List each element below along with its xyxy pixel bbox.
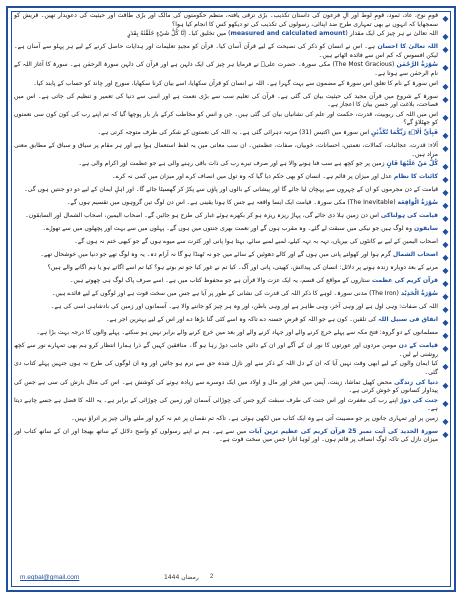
highlighted-term: سُوْرَةُ الْحَدِيْد bbox=[400, 290, 438, 298]
paragraph-text bbox=[14, 111, 438, 128]
highlighted-term: اصحاب الشمال bbox=[392, 251, 438, 259]
paragraph-text bbox=[14, 251, 438, 260]
paragraph-lead-text: قیامت کے دن مجرموں کو ان کے چہروں سے پہچان لیا جائے گا اور پیشانی کے بالوں اور پاؤں سے پکڑ کر گھسیٹا جائے گا۔ اور اہلِ ایمان کے لیے دو دو جنتیں ہوں گی۔ bbox=[24, 186, 438, 194]
footer-date: رمضان 1444 bbox=[164, 574, 199, 581]
paragraph-body-text: زمین پر جو کچھ ہے سب فنا ہونے والا ہے اور صرف تیرے رب کی ذات باقی رہنے والی ہے جو عظمت اور اکرام والی ہے۔ bbox=[78, 160, 387, 168]
paragraph bbox=[14, 173, 450, 185]
paragraph-body-text: اپنے رب کی مغفرت اور اس جنت کی طرف سبقت کرو جس کی چوڑائی آسمان اور زمین کی چوڑائی کے برابر ہے۔ یہ اللہ کا فضل ہے جسے چاہے دیتا ہے۔ bbox=[14, 396, 438, 413]
paragraph bbox=[14, 238, 450, 250]
diamond-bullet-icon: ◆ bbox=[442, 81, 449, 91]
diamond-bullet-icon: ◆ bbox=[442, 253, 449, 263]
paragraph-lead-text: زمین پر اور تمہاری جانوں پر جو مصیبت آتی ہے وہ ایک کتاب میں لکھی ہوئی ہے۔ تاکہ تم نقصان پر غم نہ کرو اور ملنے والی چیز پر اتراؤ نہیں۔ bbox=[71, 414, 438, 422]
paragraph bbox=[14, 277, 450, 289]
paragraph-text bbox=[14, 12, 438, 29]
paragraph-text bbox=[14, 173, 438, 182]
paragraph-body-text: ) میں تخلیق کیا۔ اِنَّا كُلَّ شَيْءٍ خَلَقْنٰهُ بِقَدَرٍ bbox=[127, 30, 231, 38]
paragraph-lead-text: قومِ نوح، عاد، ثمود، قومِ لوط اور آلِ فرعون کی داستان تکذیب۔ بڑی ترقی یافتہ، منظم حکومتوں کی مالک اور بڑی طاقت اور حیثیت کی دعویدار تھیں۔ قریش کو سمجھایا کہ انہوں نے بھی تمہاری طرح ضد اپنائی، رسولوں کی تکذیب کی تو دیکھو کس کا انجام کیا ہوا؟ bbox=[14, 12, 438, 28]
diamond-bullet-icon: ◆ bbox=[442, 14, 449, 23]
highlighted-term: فَبِاَيِّ اٰلَاۗءِ رَبِّكُمَا تُكَذِّبٰنِ bbox=[371, 128, 438, 136]
paragraph-lead-text: سورۃ کے شروع میں قرآن مجید کی حیثیت بیان کی گئی ہے۔ قرآن کی تعلیم سب سے بڑی نعمت ہے اور اسی سے دنیا کی تعمیر و تنظیم کی جاتی ہے۔ اس میں فصاحت، بلاغت اور حسن بیان کا اعجاز ہے۔ bbox=[14, 92, 438, 109]
diamond-bullet-icon: ◆ bbox=[442, 380, 449, 390]
diamond-bullet-icon: ◆ bbox=[442, 279, 449, 289]
paragraph-text bbox=[14, 142, 438, 159]
paragraph-text bbox=[14, 238, 438, 247]
paragraph-text bbox=[14, 379, 438, 396]
highlighted-term: انفاق فی سبیل اللہ bbox=[378, 316, 438, 324]
paragraph-lead-text: اللہ کی صفات: وہی اول ہے اور وہی آخر، وہی ظاہر ہے اور وہی باطن، اور وہ ہر چیز کو جاننے والا ہے۔ آسمانوں اور زمین کی بادشاہی اسی کی ہے۔ bbox=[50, 303, 438, 311]
highlighted-term: جنت کی دوڑ bbox=[399, 396, 439, 404]
highlighted-term: قیامت کے دن bbox=[398, 342, 438, 350]
paragraph bbox=[14, 93, 450, 110]
paragraph-body-text: محض کھیل تماشا، زینت، آپس میں فخر اور مال و اولاد میں ایک دوسرے سے زیادہ ہونے کی کوشش ہے۔ اس کی مثال بارش کی سی ہے جس کی پیداوار کسانوں کو خوش کرتی ہے۔ bbox=[14, 378, 438, 395]
paragraph bbox=[14, 43, 450, 60]
diamond-bullet-icon: ◆ bbox=[442, 429, 449, 439]
paragraph bbox=[14, 30, 450, 42]
paragraph-text bbox=[14, 415, 438, 424]
paragraph bbox=[14, 225, 450, 237]
paragraph-body-text: گرم ہوا اور کھولتے پانی میں ہوں گے اور کالے دھوئیں کے سائے میں جو نہ ٹھنڈا ہو گا نہ آرام دہ۔ یہ وہ لوگ تھے جو دنیا میں خوشحال تھے۔ bbox=[40, 251, 393, 259]
diamond-bullet-icon: ◆ bbox=[442, 416, 449, 426]
paragraph-text bbox=[14, 212, 438, 221]
diamond-bullet-icon: ◆ bbox=[442, 63, 449, 73]
paragraph-text bbox=[14, 290, 438, 299]
paragraph bbox=[14, 379, 450, 396]
page-number: 2 bbox=[210, 574, 214, 580]
diamond-bullet-icon: ◆ bbox=[442, 214, 449, 224]
paragraph-body-text: ہے۔ اس نے انسان کو ذکر کی نصیحت کے لیے قرآن آسان کیا۔ قرآن کو مجیدِ تعلیمات اور ہدایات حاصل کرنے کے لیے ہر پہلو سے آسان ہے۔ لیکن افسوس کہ کم اس سے فائدہ اٹھاتے ہیں۔ bbox=[14, 43, 438, 59]
paragraph-lead-text: اصحاب الیمین کے لیے بے کانٹوں کی بیریاں، تہہ بہ تہہ کیلے، لمبے لمبے سائے، بہتا ہوا پانی اور کثرت سے میوے ہوں گے جو کبھی ختم نہ ہوں گے۔ bbox=[74, 238, 438, 246]
highlighted-term: كُلُّ مَنْ عَلَيْهَا فَانٍ bbox=[386, 160, 438, 168]
diamond-bullet-icon: ◆ bbox=[442, 130, 449, 140]
highlighted-term: قیامت کی ہولناکی bbox=[380, 212, 438, 220]
paragraph bbox=[14, 199, 450, 211]
paragraph-body-text: (The Inevitable) مکی سورۃ۔ قیامت ایک ایسا واقعہ ہے جس کا ہونا یقینی ہے۔ اس دن لوگ تین گروہوں میں تقسیم ہوں گے۔ bbox=[66, 199, 398, 207]
paragraph-text bbox=[14, 199, 438, 208]
paragraph bbox=[14, 415, 450, 427]
diamond-bullet-icon: ◆ bbox=[442, 362, 449, 372]
paragraph-lead-text: آلاء: قدرت، عجائبات، کمالات، نعمتیں، احسانات، خوبیاں، صفات، عظمتیں۔ ان سب معانی میں یہ لفظ استعمال ہوا ہے اور ہر مقام پر سیاق و سباق کے مطابق معنی مراد ہیں۔ bbox=[14, 141, 438, 158]
paragraph-lead-text: مرنے کے بعد دوبارہ زندہ ہونے پر دلائل: انسان کی پیدائش، کھیتی، پانی اور آگ۔ کیا تم نے غور کیا جو تم بوتے ہو؟ کیا تم اسے اگاتے ہو یا ہم اگانے والے ہیں؟ bbox=[47, 264, 438, 272]
diamond-bullet-icon: ◆ bbox=[442, 188, 449, 198]
paragraph-text bbox=[14, 43, 438, 60]
diamond-bullet-icon: ◆ bbox=[442, 162, 449, 172]
paragraph-body-text: اس دن زمین ہلا دی جائے گی، پہاڑ ریزہ ریزہ ہو کر بکھرے ہوئے غبار کی طرح ہو جائیں گے۔ اصحاب الیمین، اصحاب الشمال اور السابقون۔ bbox=[25, 212, 381, 220]
paragraph bbox=[14, 397, 450, 414]
paragraph-body-text: عدل اور میزان پر قائم ہے۔ انسان کو بھی حکم دیا گیا کہ وہ تول میں انصاف کرے اور میزان میں کمی نہ کرے۔ bbox=[112, 173, 394, 181]
highlighted-term: دنیا کی زندگی bbox=[394, 378, 439, 386]
paragraph bbox=[14, 251, 450, 263]
paragraph-text bbox=[14, 342, 438, 359]
highlighted-term: کائنات کا نظام bbox=[393, 173, 438, 181]
paragraph-text bbox=[14, 80, 438, 89]
diamond-bullet-icon: ◆ bbox=[442, 331, 449, 341]
paragraph bbox=[14, 316, 450, 328]
paragraph bbox=[14, 12, 450, 29]
paragraph-body-text: (The Most Gracious) مکی سورۃ۔ حضرت علیؓ نے فرمایا ہر چیز کی ایک دلہن ہے اور قرآن کی دلہن سورۃ الرحمٰن ہے۔ سورۃ کا آغاز اللہ کے نام الرحمٰن سے ہوتا ہے۔ bbox=[14, 61, 438, 77]
highlighted-term: سورۃ الحدید کی آیت نمبر 25 قرآن کریم کی عظیم ترین آیات bbox=[248, 427, 438, 435]
diamond-bullet-icon: ◆ bbox=[442, 292, 449, 302]
paragraph-text bbox=[14, 277, 438, 286]
diamond-bullet-icon: ◆ bbox=[442, 305, 449, 315]
paragraph-text bbox=[14, 160, 438, 169]
paragraph-text bbox=[14, 303, 438, 312]
paragraph bbox=[14, 142, 450, 159]
document-body bbox=[14, 12, 450, 572]
paragraph-lead-text: اس میں اللہ کی ربوبیت، قدرت، حکمت اور علم کی نشانیاں بیان کی گئی ہیں۔ جن و انس کو مخاطب کرکے بار بار پوچھا گیا کہ تم اپنے رب کی کون کون سی نعمتوں کو جھٹلاؤ گے؟ bbox=[14, 110, 438, 127]
diamond-bullet-icon: ◆ bbox=[442, 45, 449, 55]
paragraph-text bbox=[14, 428, 438, 445]
paragraph-text bbox=[14, 186, 438, 195]
paragraph bbox=[14, 186, 450, 198]
paragraph-lead-text: اللہ تعالیٰ نے ہر چیز کی ایک مقدار ( bbox=[345, 30, 438, 38]
paragraph-lead-text: کیا ایمان والوں کے لیے ابھی وقت نہیں آیا کہ ان کے دل اللہ کے ذکر سے اور نازل شدہ حق سے نرم ہو جائیں اور وہ ان لوگوں کی طرح نہ ہوں جنہیں پہلے کتاب دی گئی۔ bbox=[14, 360, 438, 376]
paragraph bbox=[14, 129, 450, 141]
paragraph-body-text: وہ لوگ ہیں جو نیکی میں سبقت لے گئے۔ وہ مقرب ہوں گے اور نعمت بھری جنتوں میں ہوں گے۔ پہلوں میں سے بہت اور پچھلوں میں سے تھوڑے۔ bbox=[42, 225, 415, 233]
paragraph-text bbox=[14, 93, 438, 110]
paragraph-body-text: (The Iron) مدنی سورۃ۔ لوہے کا ذکر اللہ کی قدرت کی نشانی کے طور پر آیا ہے جس میں سخت قوت ہے اور لوگوں کے لیے فائدے ہیں۔ bbox=[51, 290, 401, 298]
paragraph bbox=[14, 212, 450, 224]
paragraph bbox=[14, 80, 450, 92]
paragraph-body-text: میں سے ہے۔ ہم نے اپنے رسولوں کو واضح دلائل کے ساتھ بھیجا اور ان کے ساتھ کتاب اور میزان نازل کی تاکہ لوگ انصاف پر قائم ہوں۔ اور لوہا اتارا جس میں سخت قوت ہے۔ bbox=[14, 427, 438, 444]
diamond-bullet-icon: ◆ bbox=[442, 94, 449, 104]
paragraph bbox=[14, 428, 450, 445]
diamond-bullet-icon: ◆ bbox=[442, 32, 449, 42]
diamond-bullet-icon: ◆ bbox=[442, 201, 449, 211]
paragraph bbox=[14, 329, 450, 341]
paragraph bbox=[14, 342, 450, 359]
paragraph-text bbox=[14, 360, 438, 377]
paragraph-text bbox=[14, 225, 438, 234]
highlighted-term: measured and calculated amount bbox=[230, 30, 346, 38]
paragraph-body-text: مومن مردوں اور عورتوں کا نور ان کے آگے اور ان کے دائیں جانب دوڑ رہا ہو گا۔ منافقین کہیں گے ذرا ہمارا انتظار کرو ہم بھی تمہارے نور سے کچھ روشنی لے لیں۔ bbox=[14, 342, 438, 358]
paragraph bbox=[14, 360, 450, 377]
highlighted-term: سابقون bbox=[414, 225, 438, 233]
diamond-bullet-icon: ◆ bbox=[442, 112, 449, 122]
paragraph-text bbox=[14, 316, 438, 325]
paragraph bbox=[14, 61, 450, 78]
paragraph-text bbox=[14, 30, 438, 39]
diamond-bullet-icon: ◆ bbox=[442, 175, 449, 185]
diamond-bullet-icon: ◆ bbox=[442, 143, 449, 153]
diamond-bullet-icon: ◆ bbox=[442, 240, 449, 250]
paragraph-body-text: کی تلقین۔ کون ہے جو اللہ کو قرضِ حسنہ دے تاکہ وہ اسے کئی گنا بڑھا دے اور اس کے لیے بہترین اجر ہے۔ bbox=[105, 316, 379, 324]
highlighted-term: اللہ تعالیٰ کا احسان bbox=[377, 43, 438, 51]
highlighted-term: سُوْرَةُ الْوَاقِعَة bbox=[397, 199, 438, 207]
paragraph bbox=[14, 303, 450, 315]
diamond-bullet-icon: ◆ bbox=[442, 398, 449, 408]
paragraph bbox=[14, 290, 450, 302]
highlighted-term: قرآن کریم کی عظمت bbox=[371, 277, 438, 285]
diamond-bullet-icon: ◆ bbox=[442, 344, 449, 354]
paragraph-text bbox=[14, 264, 438, 273]
paragraph-text bbox=[14, 129, 438, 138]
paragraph-lead-text: مسلمانوں کے دو گروہ: فتح مکہ سے پہلے خرچ کرنے والے اور جہاد کرنے والے اور بعد میں خرچ کرنے والے برابر نہیں ہو سکتے۔ پہلے والوں کا درجہ بہت بڑا ہے۔ bbox=[36, 329, 438, 337]
diamond-bullet-icon: ◆ bbox=[442, 227, 449, 237]
paragraph-lead-text: اس سورۃ کے نام کا تعلق اس سورۃ کے مضمون سے بہت گہرا ہے۔ اللہ نے انسان کو قرآن سکھایا، اسے بیان کرنا سکھایا، سورج اور چاند کو حساب کے پابند کیا۔ bbox=[33, 79, 438, 87]
paragraph bbox=[14, 160, 450, 172]
diamond-bullet-icon: ◆ bbox=[442, 318, 449, 328]
paragraph-body-text: ستاروں کے مواقع کی قسم، یہ ایک عزت والا قرآن ہے جو محفوظ کتاب میں ہے۔ اسے صرف پاک لوگ ہی چھوتے ہیں۔ bbox=[69, 277, 372, 285]
paragraph bbox=[14, 264, 450, 276]
paragraph-body-text: اس سورۃ میں اکتیس (31) مرتبہ دہرائی گئی ہے۔ یہ اللہ کی نعمتوں کے شکر کی طرف متوجہ کرتی ہے۔ bbox=[97, 128, 372, 136]
highlighted-term: سُوْرَةُ الرَّحْمٰن bbox=[396, 61, 438, 69]
author-email-link[interactable]: m.eqbal@gmail.com bbox=[20, 574, 80, 581]
paragraph-text bbox=[14, 61, 438, 78]
page-footer bbox=[14, 574, 450, 586]
paragraph-text bbox=[14, 397, 438, 414]
paragraph-text bbox=[14, 329, 438, 338]
diamond-bullet-icon: ◆ bbox=[442, 266, 449, 276]
paragraph bbox=[14, 111, 450, 128]
